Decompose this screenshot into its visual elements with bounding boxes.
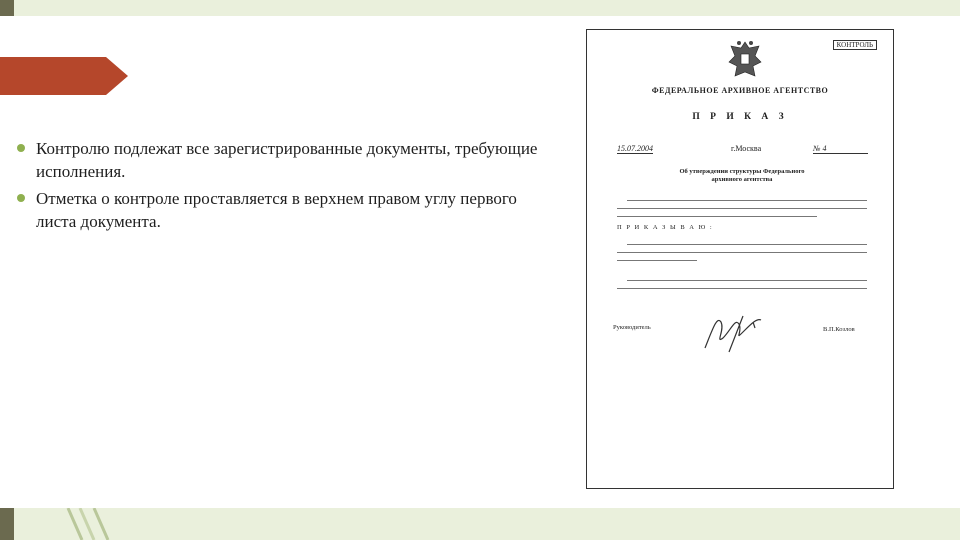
bottom-decor-strip — [0, 508, 960, 540]
top-decor-corner — [0, 0, 14, 16]
signature-mark — [699, 308, 769, 356]
coat-of-arms-icon — [725, 38, 765, 82]
bullet-dot-icon — [17, 194, 25, 202]
document-subject: Об утверждении структуры Федерального архивного агентства — [679, 168, 805, 183]
bottom-decor-corner — [0, 508, 14, 540]
signer-name: В.П.Козлов — [823, 326, 855, 333]
document-date: 15.07.2004 — [617, 144, 653, 153]
text-line — [617, 260, 697, 261]
bullet-item — [14, 187, 554, 233]
text-line — [617, 208, 867, 209]
bullet-list — [14, 137, 554, 237]
document-scan — [586, 29, 894, 489]
title-arrow-shape — [0, 57, 128, 95]
document-title: П Р И К А З — [692, 112, 788, 122]
text-line — [627, 280, 867, 281]
agency-name: ФЕДЕРАЛЬНОЕ АРХИВНОЕ АГЕНТСТВО — [651, 86, 829, 95]
decor-stripes — [60, 508, 200, 540]
bullet-text: Контролю подлежат все зарегистрированные документы, требующие исполнения. — [36, 139, 538, 181]
bullet-item — [14, 137, 554, 183]
text-line — [617, 216, 817, 217]
text-line — [627, 244, 867, 245]
document-number: № 4 — [813, 144, 868, 154]
text-line — [617, 252, 867, 253]
bullet-text: Отметка о контроле проставляется в верхнем правом углу первого листа документа. — [36, 189, 517, 231]
document-city: г.Москва — [731, 144, 762, 153]
text-line — [617, 288, 867, 289]
control-stamp: КОНТРОЛЬ — [833, 40, 877, 50]
order-word: П Р И К А З Ы В А Ю : — [617, 224, 714, 231]
signer-title: Руководитель — [613, 324, 651, 331]
top-decor-strip — [0, 0, 960, 16]
text-line — [627, 200, 867, 201]
bullet-dot-icon — [17, 144, 25, 152]
